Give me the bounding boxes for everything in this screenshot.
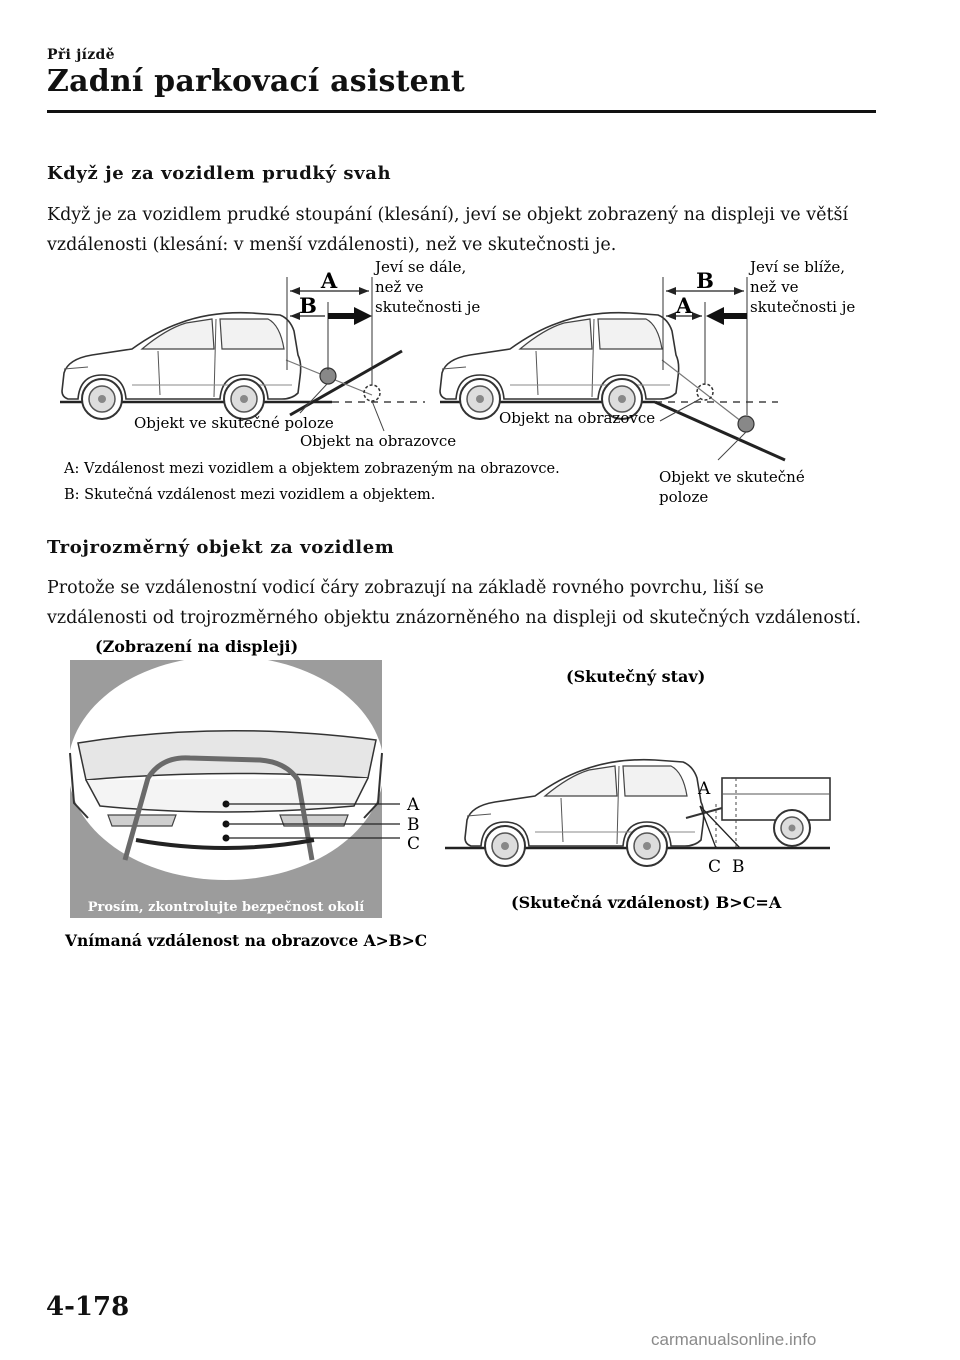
watermark: carmanualsonline.info [651, 1330, 817, 1349]
section-label: Při jízdě [47, 47, 115, 63]
right-note-line-3: skutečnosti je [750, 298, 856, 316]
display-title: (Zobrazení na displeji) [95, 637, 299, 656]
slope-left-diagram [60, 258, 480, 450]
display-caption: Vnímaná vzdálenost na obrazovce A>B>C [65, 931, 428, 950]
arrow-farther [354, 307, 372, 325]
display-label-a: A [407, 795, 420, 815]
threed-heading: Trojrozměrný objekt za vozidlem [47, 537, 395, 558]
right-note-line-1: Jeví se blíže, [750, 258, 846, 276]
arrow-closer [706, 307, 724, 325]
real-label-c: C [708, 857, 722, 877]
real-title: (Skutečný stav) [566, 667, 706, 686]
real-label-b: B [732, 857, 745, 877]
slope-para-line-1: Když je za vozidlem prudké stoupání (klesání), jeví se objekt zobrazený na displeji ve větší [47, 205, 849, 225]
page-title: Zadní parkovací asistent [47, 64, 465, 99]
slope-para-line-2: vzdálenosti (klesání: v menší vzdálenosti), než ve skutečnosti je. [47, 235, 617, 255]
dim-label-b-left: B [299, 293, 317, 318]
bumper-top [78, 731, 376, 780]
slope-figure [50, 255, 870, 515]
real-caption: (Skutečná vzdálenost) B>C=A [511, 893, 782, 912]
actual-object-marker [320, 368, 336, 384]
left-note-line-3: skutečnosti je [375, 298, 481, 316]
title-rule [47, 110, 876, 113]
left-note-line-1: Jeví se dále, [375, 258, 467, 276]
slope-paragraph [47, 200, 848, 260]
trailer-body [722, 778, 830, 820]
descending-slope-line [655, 402, 785, 460]
dim-label-b-right: B [696, 268, 714, 293]
threed-para-line-1: Protože se vzdálenostní vodicí čáry zobrazují na základě rovného povrchu, liší se [47, 578, 764, 598]
display-label-b: B [407, 815, 420, 835]
dim-label-a-right: A [675, 293, 693, 318]
right-label-actual-line-1: Objekt ve skutečné [659, 468, 805, 486]
right-label-actual-line-2: poloze [659, 488, 709, 506]
left-note-line-2: než ve [375, 278, 424, 296]
dim-label-a-left: A [320, 268, 338, 293]
display-label-c: C [407, 834, 421, 854]
page-number: 4-178 [46, 1292, 130, 1322]
threed-figure [50, 628, 870, 958]
left-label-actual: Objekt ve skutečné poloze [134, 414, 334, 432]
real-scene [445, 760, 830, 866]
right-label-screen: Objekt na obrazovce [499, 409, 656, 427]
real-label-a: A [698, 779, 711, 799]
camera-display [68, 656, 384, 918]
legend-b: B: Skutečná vzdálenost mezi vozidlem a objektem. [64, 487, 436, 503]
screen-object-marker-right [697, 384, 713, 400]
slope-heading: Když je za vozidlem prudký svah [47, 163, 392, 184]
display-warning: Prosím, zkontrolujte bezpečnost okolí [87, 900, 365, 915]
left-label-screen: Objekt na obrazovce [300, 432, 457, 450]
right-note-line-2: než ve [750, 278, 799, 296]
threed-paragraph [47, 573, 861, 633]
threed-para-line-2: vzdálenosti od trojrozměrného objektu znázorněného na displeji od skutečných vzdáleností. [47, 608, 862, 628]
actual-object-marker-right [738, 416, 754, 432]
legend-a: A: Vzdálenost mezi vozidlem a objektem zobrazeným na obrazovce. [64, 461, 560, 477]
real-car [465, 760, 704, 866]
